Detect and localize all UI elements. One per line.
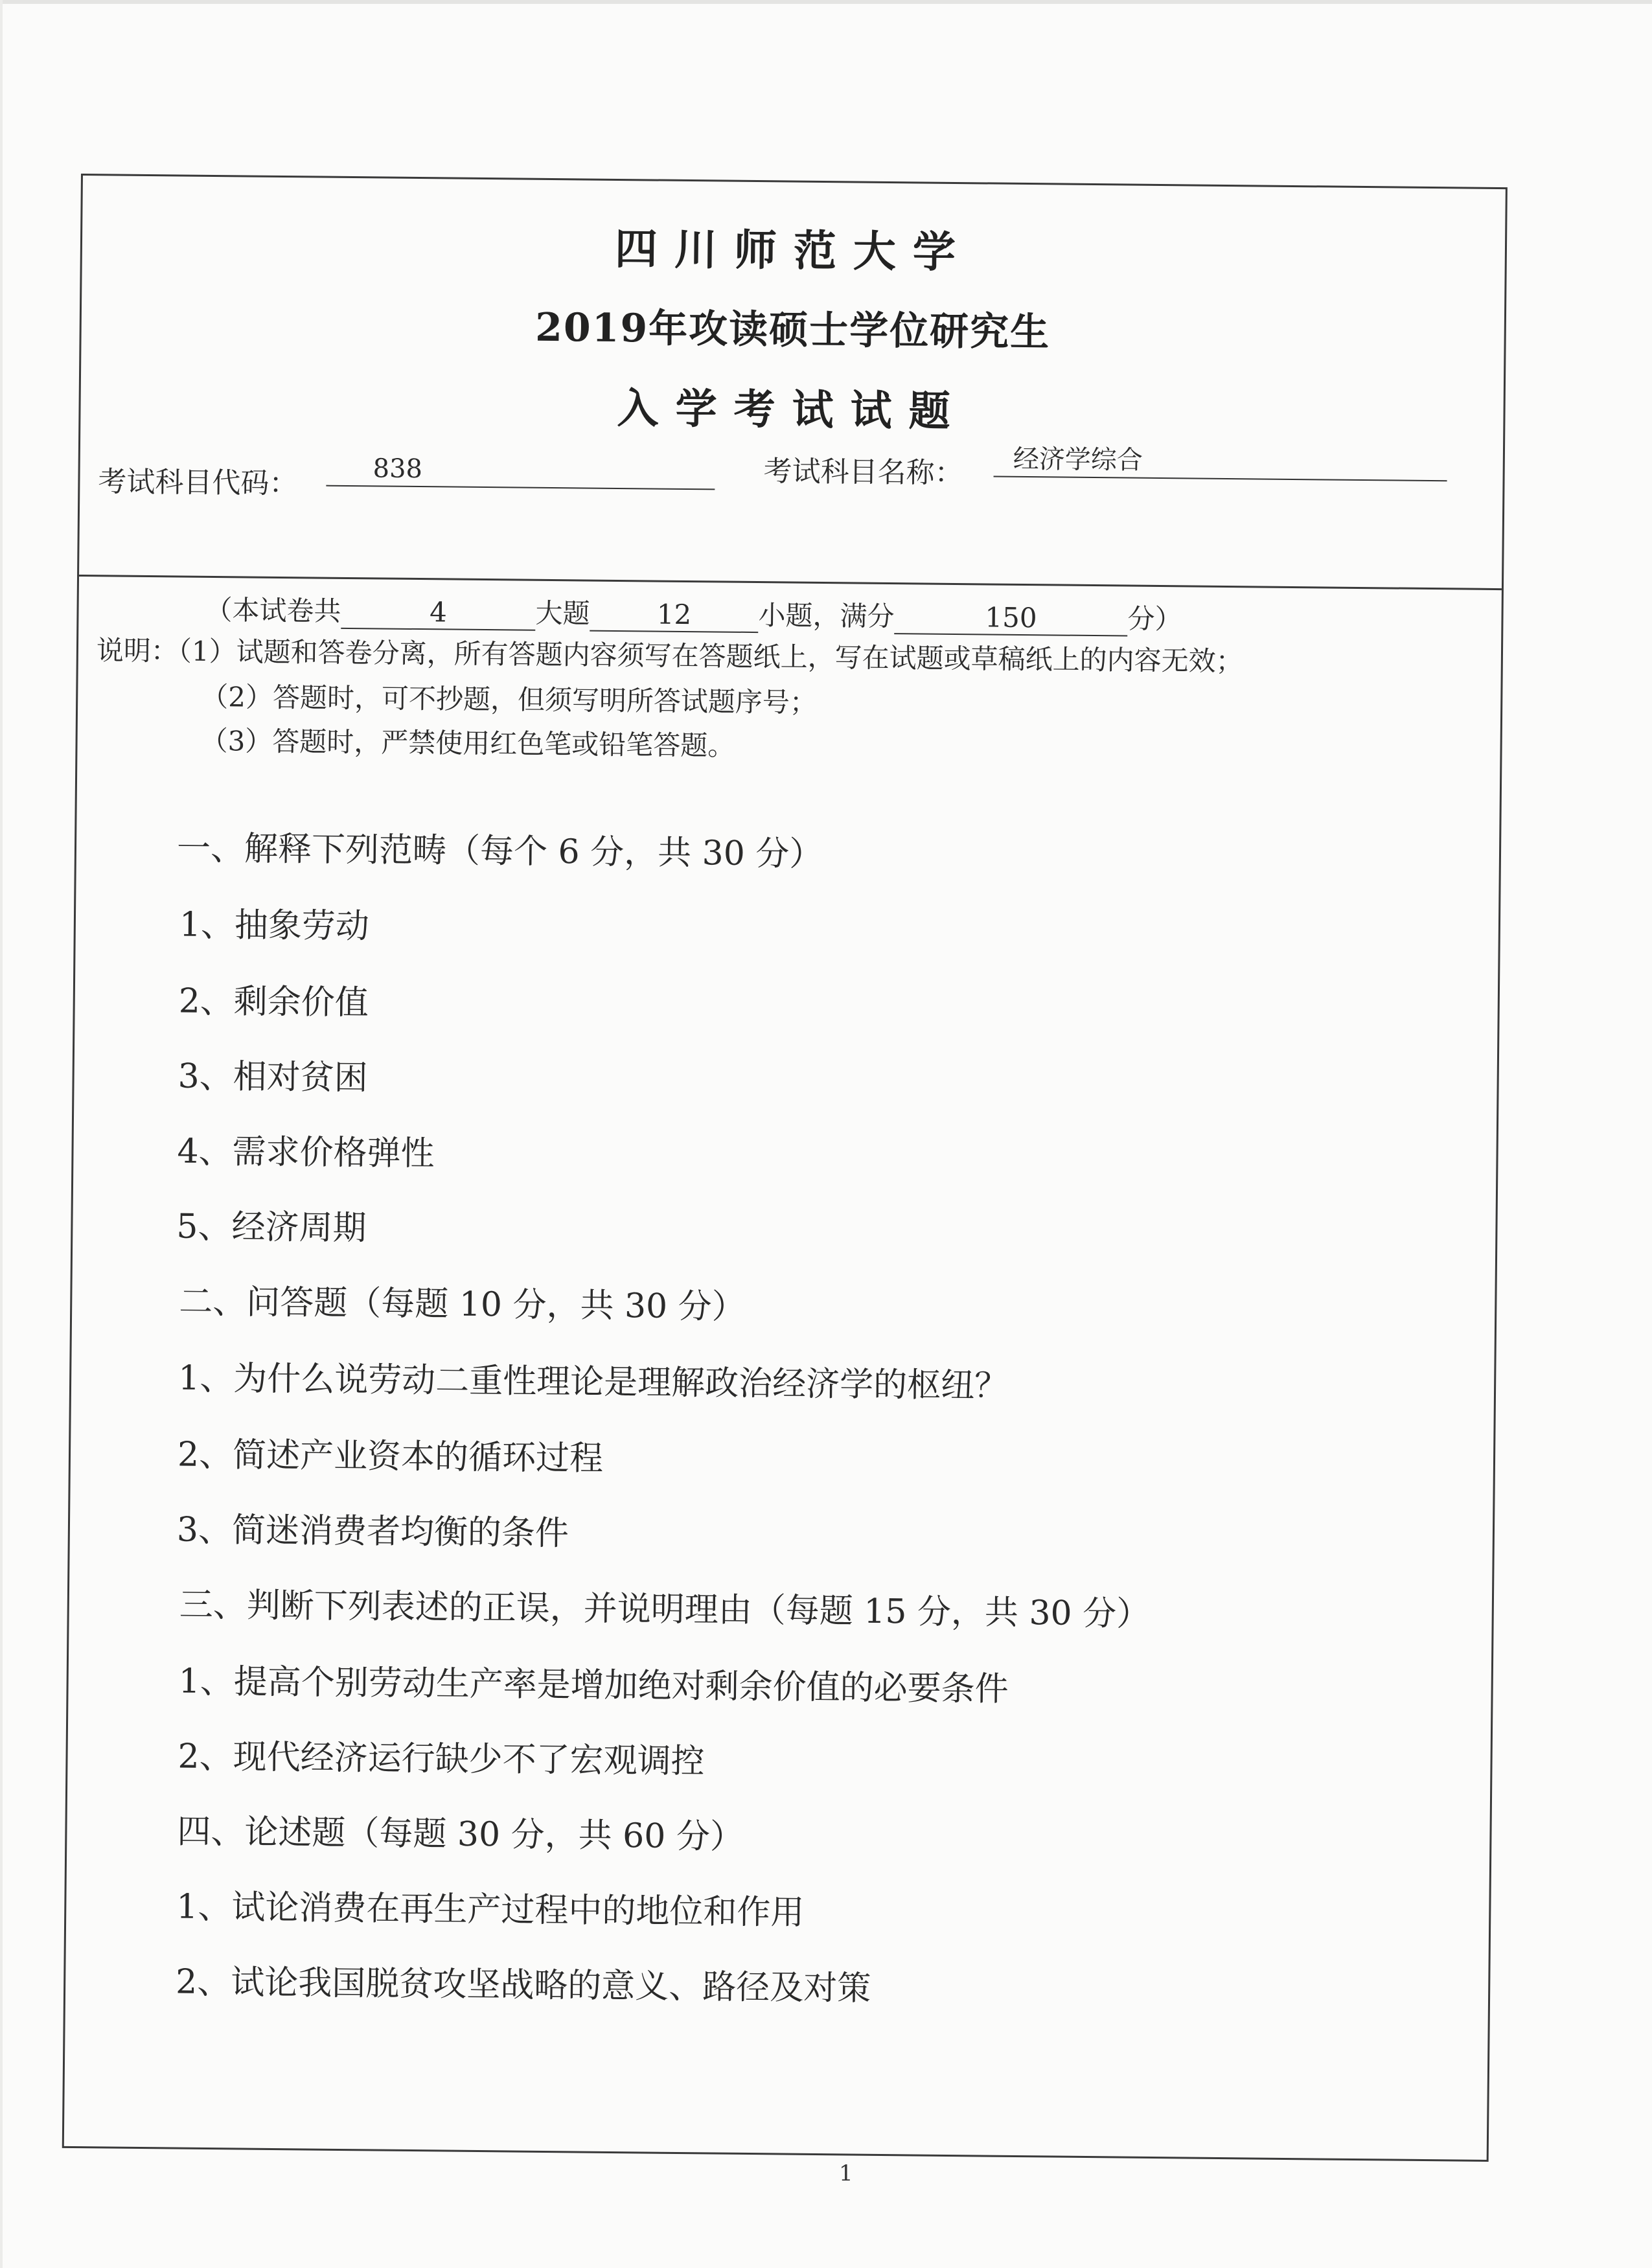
instruction-3: （3）答题时，严禁使用红色笔或铅笔答题。 [200, 724, 735, 762]
summary-mid1: 大题 [535, 597, 590, 630]
summary-mid2: 小题，满分 [758, 599, 895, 633]
subject-code-label: 考试科目代码： [98, 465, 298, 501]
section-4-heading: 四、论述题（每题 30 分，共 60 分） [177, 1812, 744, 1857]
question-item: 2、现代经济运行缺少不了宏观调控 [178, 1737, 705, 1781]
exam-title: 入学考试试题 [617, 384, 967, 437]
section-2-heading: 二、问答题（每题 10 分，共 30 分） [179, 1282, 746, 1327]
scan-edge-left [0, 0, 3, 2268]
exam-summary [205, 589, 1182, 637]
exam-frame [62, 174, 1508, 2162]
summary-suffix: 分） [1127, 602, 1182, 636]
small-question-count: 12 [590, 598, 758, 633]
question-item: 2、简述产业资本的循环过程 [177, 1435, 604, 1478]
year-title: 2019年攻读硕士学位研究生 [534, 304, 1051, 356]
scan-edge-top [0, 0, 1652, 4]
question-item: 3、相对贫困 [178, 1057, 368, 1098]
question-item: 1、试论消费在再生产过程中的地位和作用 [176, 1887, 805, 1932]
university-title: 四川师范大学 [614, 223, 973, 278]
subject-name-label: 考试科目名称： [763, 455, 963, 490]
section-3-heading: 三、判断下列表述的正误，并说明理由（每题 15 分，共 30 分） [179, 1585, 1151, 1634]
total-score: 150 [894, 601, 1127, 636]
big-question-count: 4 [341, 595, 535, 631]
section-1-heading: 一、解释下列范畴（每个 6 分，共 30 分） [176, 829, 823, 875]
question-item: 1、提高个别劳动生产率是增加绝对剩余价值的必要条件 [178, 1662, 1009, 1709]
summary-prefix: （本试卷共 [205, 593, 341, 627]
question-item: 2、剩余价值 [178, 981, 369, 1023]
question-item: 5、经济周期 [176, 1207, 367, 1248]
page-number: 1 [839, 2160, 853, 2186]
question-item: 1、抽象劳动 [179, 905, 370, 946]
question-item: 3、简迷消费者均衡的条件 [176, 1510, 569, 1553]
subject-code-value: 838 [326, 450, 715, 490]
question-item: 1、为什么说劳动二重性理论是理解政治经济学的枢纽？ [178, 1358, 1009, 1406]
header-divider [79, 575, 1502, 590]
subject-name-value: 经济学综合 [994, 441, 1448, 482]
question-item: 2、试论我国脱贫攻坚战略的意义、路径及对策 [175, 1962, 871, 2008]
instruction-2: （2）答题时，可不抄题，但须写明所答试题序号； [201, 680, 818, 718]
instruction-1: 说明：（1）试题和答卷分离，所有答题内容须写在答题纸上，写在试题或草稿纸上的内容无效； [96, 634, 1243, 678]
question-item: 4、需求价格弹性 [177, 1132, 435, 1174]
